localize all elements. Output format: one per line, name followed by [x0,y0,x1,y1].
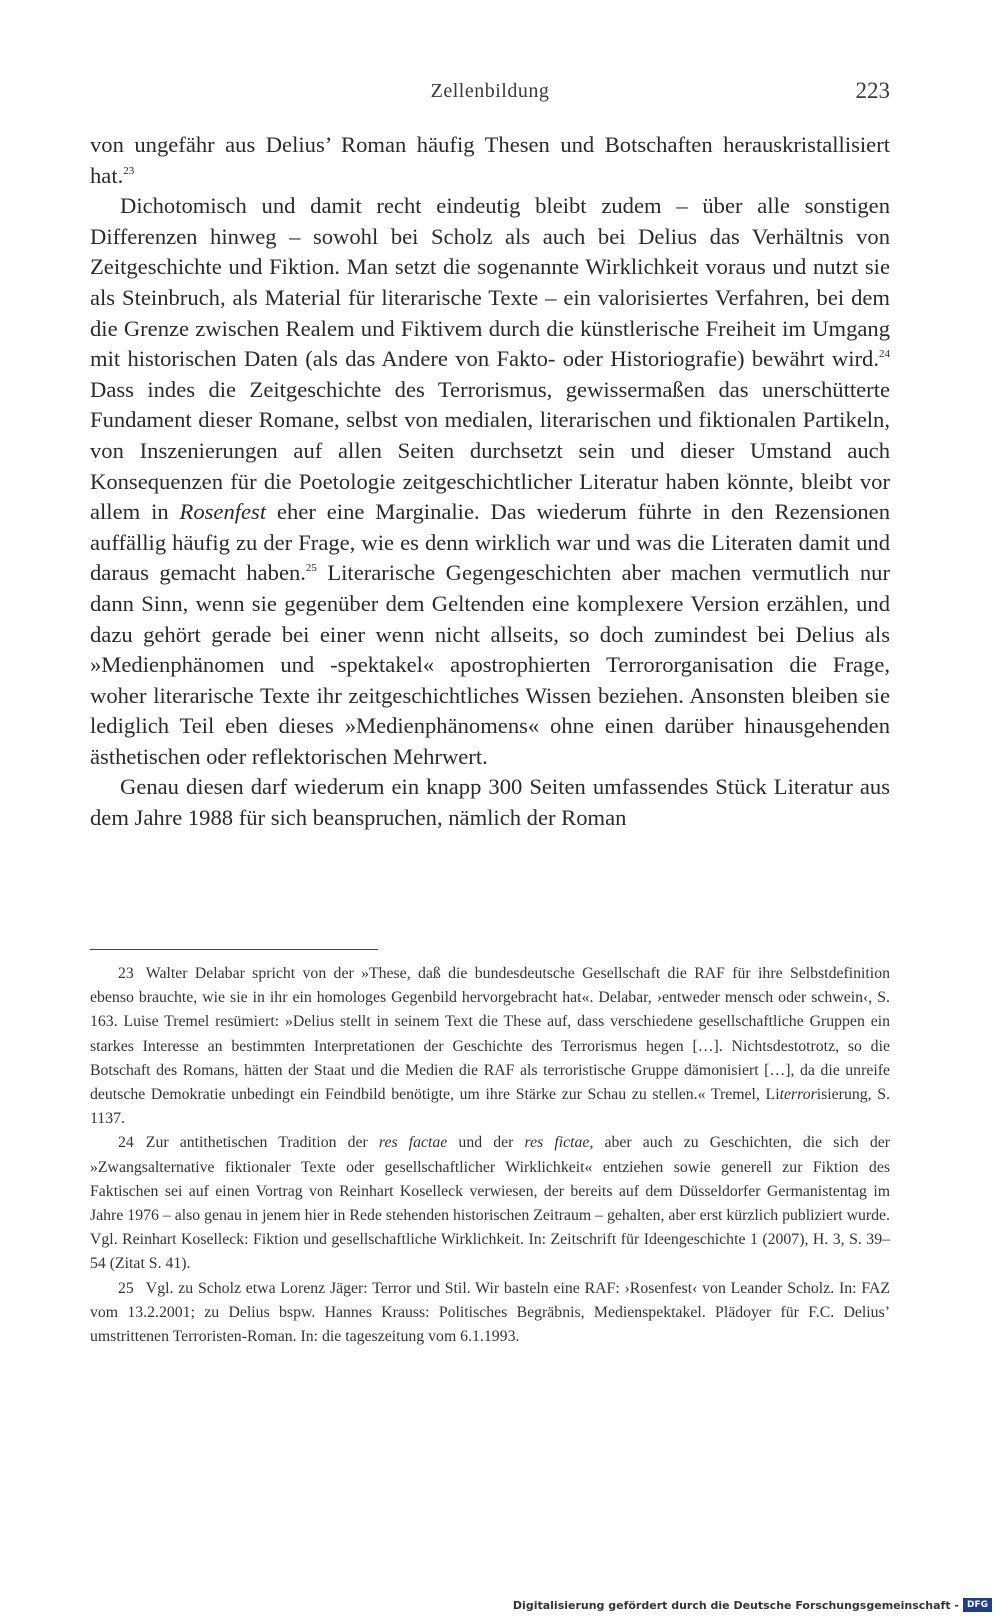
footnote-25: 25 Vgl. zu Scholz etwa Lorenz Jäger: Terror und Stil. Wir basteln eine RAF: ›Rosenfest‹ von Leander Scholz. In: FAZ vom 13.2.2001; zu Delius bspw. Hannes Krauss: Politisches Begräbnis, Medienspektakel. Plädoyer für F.C. Delius’ umstrittenen Terroristen-Roman. In: die tageszeitung vom 6.1.1993. [90,1279,890,1346]
paragraph-dichotomy: Dichotomisch und damit recht eindeutig bleibt zudem – über alle sonstigen Differenzen hinweg – sowohl bei Scholz als auch bei Delius das Verhältnis von Zeitgeschichte und Fiktion. Man setzt die sogenannte Wirklichkeit voraus und nutzt sie als Steinbruch, als Material für literarische Texte – ein valorisiertes Verfahren, bei dem die Grenze zwischen Realem und Fiktivem durch die künstlerische Freiheit im Umgang mit historischen Daten (als das Andere von Fakto- oder Historiografie) bewährt wird.$^{24}$ Dass indes die Zeitgeschichte des Terrorismus, gewissermaßen das unerschütterte Fundament dieser Romane, selbst von medialen, literarischen und fiktionalen Partikeln, von Inszenierungen auf allen Seiten durchsetzt sein und dieser Umstand auch Konsequenzen für die Poetologie zeitgeschichtlicher Literatur haben könnte, bleibt vor allem in Rosenfest eher eine Marginalie. Das wiederum führte in den Rezensionen auffällig häufig zu der Frage, wie es denn wirklich war und was die Literaten damit und daraus gemacht haben.$^{25}$ Literarische Gegengeschichten aber machen vermutlich nur dann Sinn, wenn sie gegenüber dem Geltenden eine komplexere Version erzählen, und dazu gehört gerade bei einer wenn nicht allseits, so doch zumindest bei Delius als »Medienphänomen und -spektakel« apostrophierten Terrororganisation die Frage, woher literarische Texte ihr zeitgeschichtliches Wissen beziehen. Ansonsten bleiben sie lediglich Teil eben dieses »Medienphänomens« ohne einen darüber hinausgehenden ästhetischen oder reflektorischen Mehrwert. [90,193,891,769]
footnote-ref-23: 23 [123,164,135,177]
footnote-23: 23 Walter Delabar spricht von der »These, daß die bundesdeutsche Gesellschaft die RAF für ihre Selbstdefinition ebenso brauchte, wie sie in ihr ein homologes Gegenbild hervorgebracht hat«. Delabar, ›entweder mensch oder schwein‹, S. 163. Luise Tremel resümiert: »Delius stellt in seinem Text die These auf, dass verschiedene gesellschaftliche Gruppen ein starkes Interesse an bestimmten Interpretationen der Geschichte des Terrorismus hegen […]. Nichtsdestotrotz, so die Botschaft des Romans, hätten der Staat und die Medien die RAF als terroristische Gruppe dämonisiert […], da die unreife deutsche Demokratie unbedingt ein Feindbild benötigte, um ihre Stärke zur Schau zu stellen.« Tremel, Literrorisierung, S. 1137. [90,965,890,1128]
footnote-number: 23 [118,965,134,982]
running-title: Zellenbildung [430,80,550,102]
footnote-ref-24: 24 [879,348,890,361]
digitization-credit [513,1598,992,1612]
paragraph-genau: Genau diesen darf wiederum ein knapp 300 Seiten umfassendes Stück Literatur aus dem Jahre 1988 für sich beanspruchen, nämlich der Roman [90,774,890,831]
footnote-number: 25 [118,1279,134,1297]
footnote-ref-25: 25 [305,562,317,575]
page-header [90,80,890,110]
main-text [90,130,890,834]
title-rosenfest: Rosenfest [179,499,267,525]
footnotes [90,962,890,1349]
footnote-separator [90,949,378,950]
footnote-number: 24 [118,1134,134,1152]
page-number: 223 [855,78,890,103]
paragraph-continued: von ungefähr aus Delius’ Roman häufig Thesen und Botschaften herauskristallisiert hat.$^{23}$ [90,132,890,188]
credit-text: Digitalisierung gefördert durch die Deutsche Forschungsgemeinschaft - [512,1598,959,1612]
dfg-logo-icon: DFG [963,1598,992,1612]
footnote-24: 24 Zur antithetischen Tradition der res factae und der res fictae, aber auch zu Geschichten, die sich der »Zwangsalternative fiktionaler Texte oder gesellschaftlicher Wirklichkeit« entziehen sowie generell zur Fiktion des Faktischen sei auf einen Vortrag von Reinhart Koselleck verwiesen, der bereits auf dem Düsseldorfer Germanistentag im Jahre 1976 – also genau in jenem hier in Rede stehenden historischen Zeitraum – gehalten, aber erst kürzlich publiziert wurde. Vgl. Reinhart Koselleck: Fiktion und gesellschaftliche Wirklichkeit. In: Zeitschrift für Ideengeschichte 1 (2007), H. 3, S. 39–54 (Zitat S. 41). [90,1134,891,1273]
